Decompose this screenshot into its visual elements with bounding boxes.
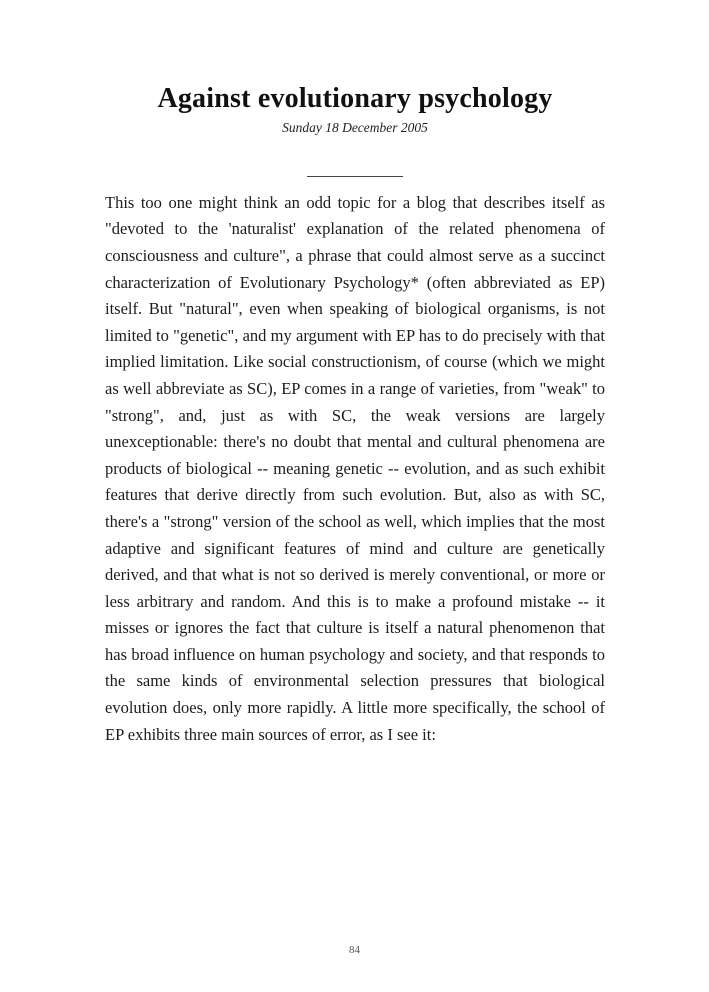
page-number: 84: [349, 944, 360, 956]
body-paragraph: This too one might think an odd topic for a blog that describes itself as "devoted to the 'naturalist' explanation of the related phenomena of consciousness and culture", a phrase that could almost serve as a succinct characterization of Evolutionary Psychology* (often abbreviated as EP) itself. But "natural", even when speaking of biological organisms, is not limited to "genetic", and my argument with EP has to do precisely with that implied limitation. Like social constructionism, of course (which we might as well abbreviate as SC), EP comes in a range of varieties, from "weak" to "strong", and, just as with SC, the weak versions are largely unexceptionable: there's no doubt that mental and cultural phenomena are products of biological -- meaning genetic -- evolution, and as such exhibit features that derive directly from such evolution. But, also as with SC, there's a "strong" version of the school as well, which implies that the most adaptive and significant features of mind and culture are genetically derived, and that what is not so derived is merely conventional, or more or less arbitrary and random. And this is to make a profound mistake -- it misses or ignores the fact that culture is itself a natural phenomenon that has broad influence on human psychology and society, and that responds to the same kinds of environmental selection pressures that biological evolution does, only more rapidly. A little more specifically, the school of EP exhibits three main sources of error, as I see it:: [105, 192, 605, 744]
separator-rule: [307, 176, 403, 177]
date-line: Sunday 18 December 2005: [282, 119, 428, 135]
page-title: Against evolutionary psychology: [157, 83, 553, 114]
